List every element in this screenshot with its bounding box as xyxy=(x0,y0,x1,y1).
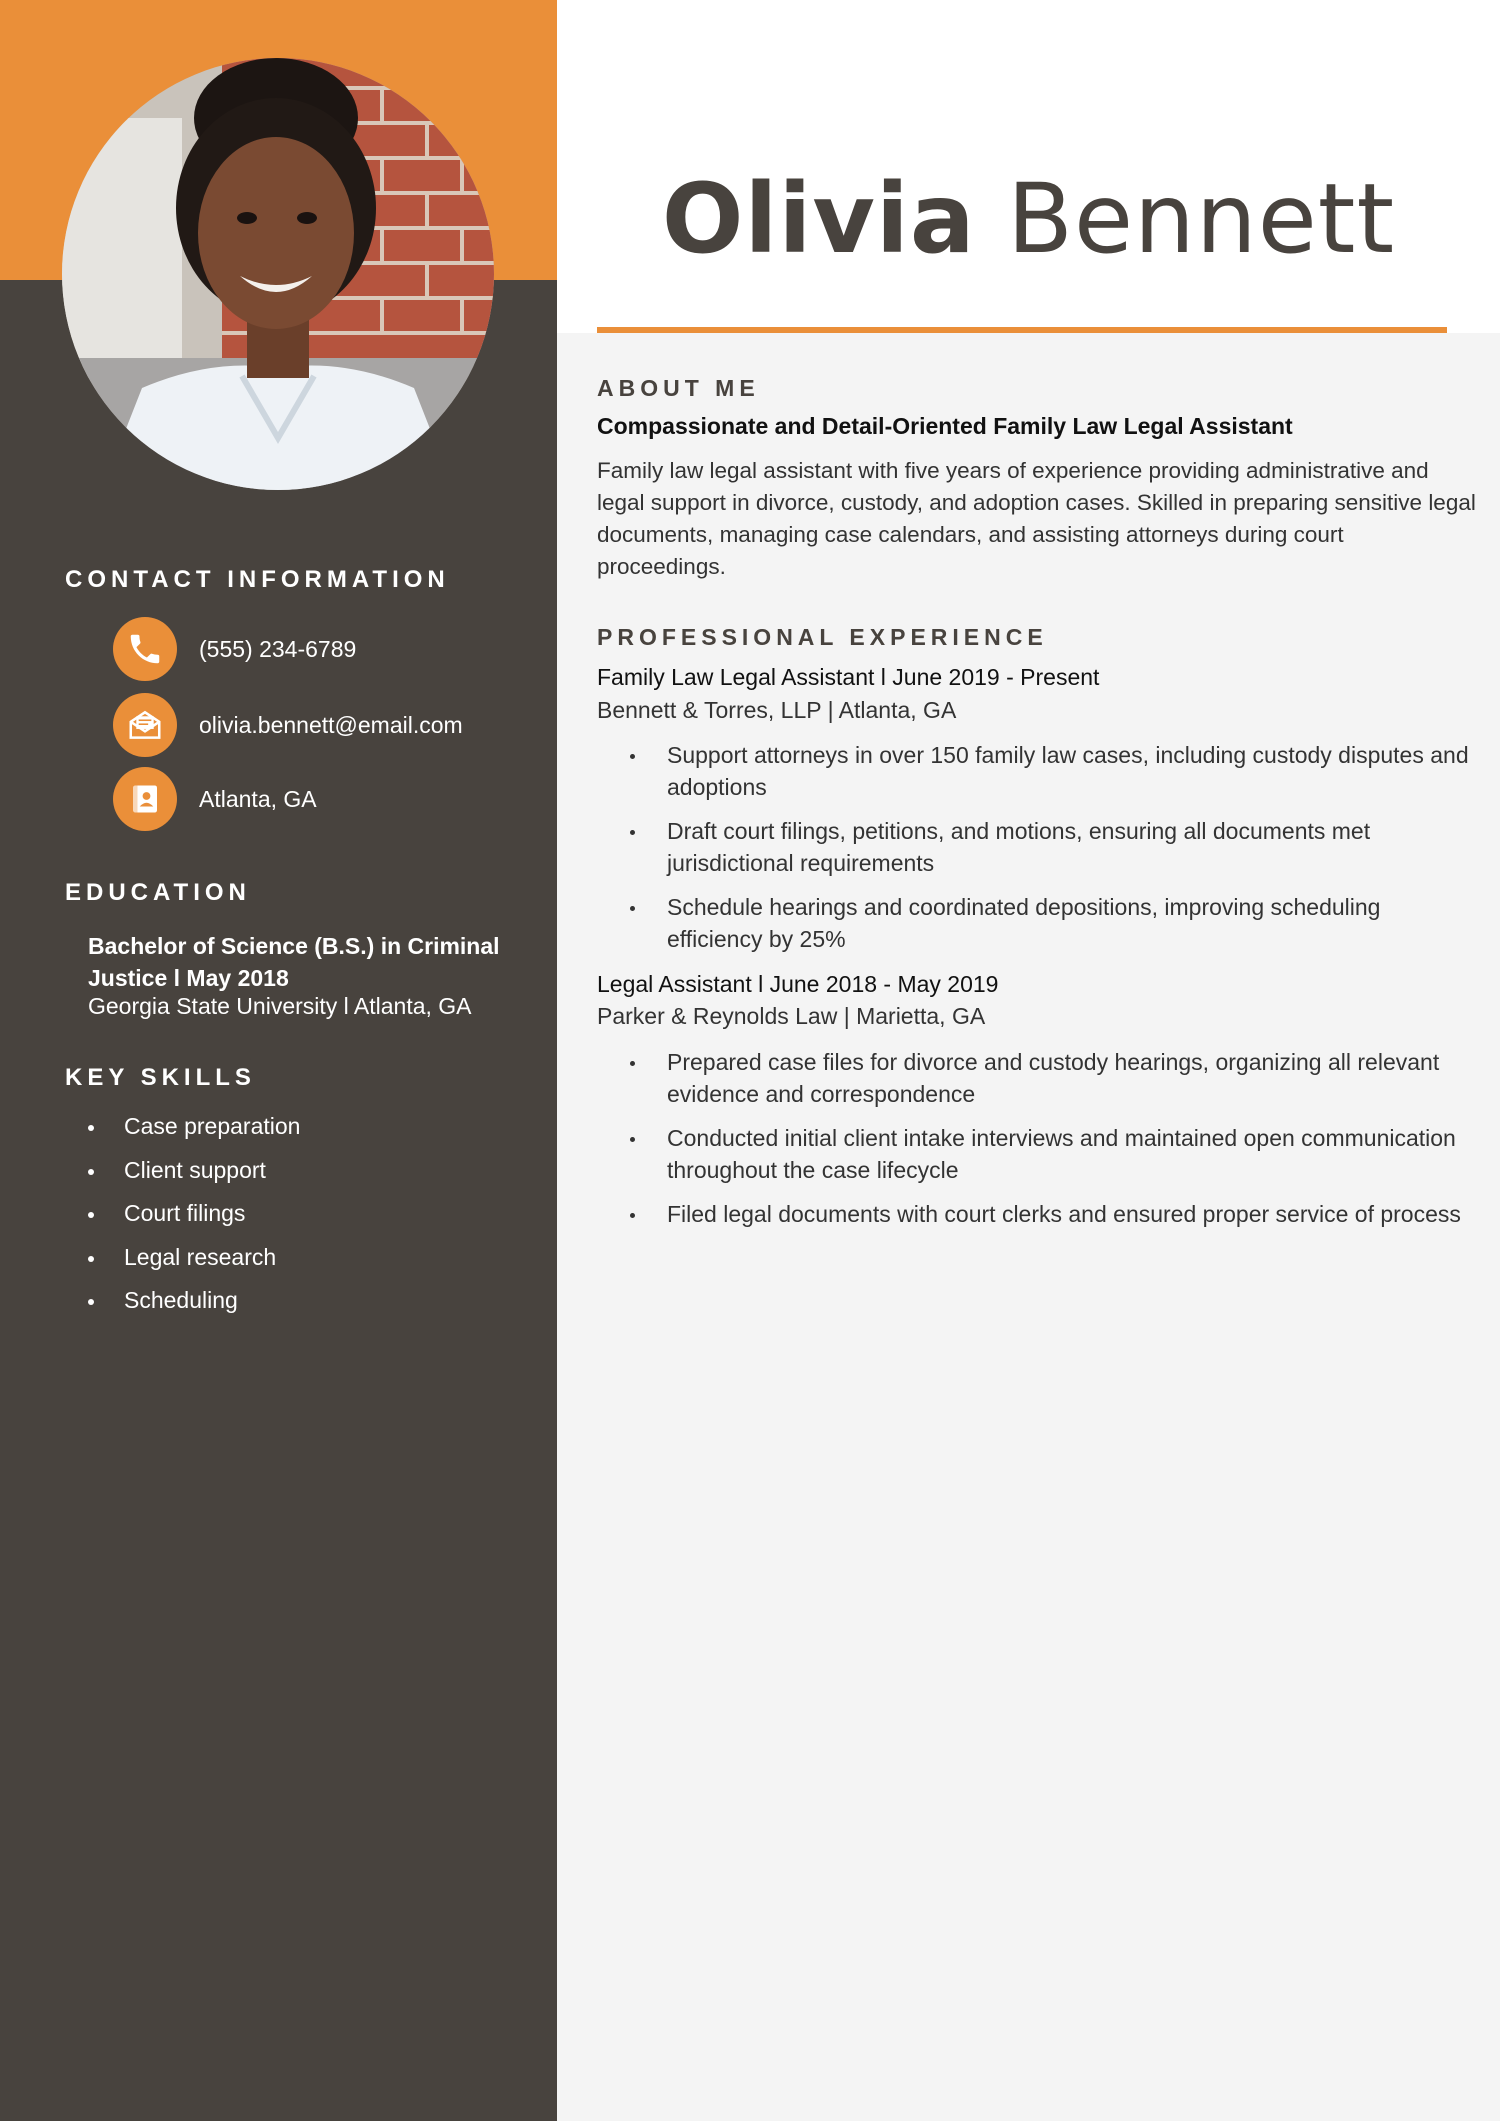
job-bullet: Support attorneys in over 150 family law cases, including custody disputes and adoptions xyxy=(628,739,1478,803)
job-bullets xyxy=(628,739,1478,967)
experience-heading: PROFESSIONAL EXPERIENCE xyxy=(597,624,1048,650)
about-heading: ABOUT ME xyxy=(597,375,760,401)
skill-item: Scheduling xyxy=(88,1287,300,1331)
education-degree: Bachelor of Science (B.S.) in Criminal Justice l May 2018 xyxy=(88,933,500,991)
job-title: Family Law Legal Assistant l June 2019 - Present xyxy=(597,664,1100,690)
last-name: Bennett xyxy=(1007,163,1396,275)
job-bullet: Schedule hearings and coordinated depositions, improving scheduling efficiency by 25% xyxy=(628,891,1478,955)
address-book-icon xyxy=(113,767,177,831)
job-title: Legal Assistant l June 2018 - May 2019 xyxy=(597,971,999,997)
skill-item: Legal research xyxy=(88,1244,300,1288)
about-subtitle: Compassionate and Detail-Oriented Family Law Legal Assistant xyxy=(597,413,1293,439)
skill-item: Case preparation xyxy=(88,1113,300,1157)
job-bullet: Filed legal documents with court clerks and ensured proper service of process xyxy=(628,1198,1478,1230)
job-bullet: Draft court filings, petitions, and motions, ensuring all documents met jurisdictional requirements xyxy=(628,815,1478,879)
header-divider xyxy=(597,327,1447,333)
first-name: Olivia xyxy=(661,163,976,275)
job-bullet: Prepared case files for divorce and custody hearings, organizing all relevant evidence and correspondence xyxy=(628,1046,1478,1110)
skill-item: Court filings xyxy=(88,1200,300,1244)
location: Atlanta, GA xyxy=(199,785,317,812)
contact-phone xyxy=(113,617,356,681)
phone-number: (555) 234-6789 xyxy=(199,635,357,662)
education-school: Georgia State University l Atlanta, GA xyxy=(88,993,472,1019)
job-bullet: Conducted initial client intake interviews and maintained open communication throughout the case lifecycle xyxy=(628,1122,1478,1186)
contact-heading: CONTACT INFORMATION xyxy=(65,566,450,593)
profile-photo xyxy=(62,58,494,490)
job-bullets xyxy=(628,1046,1478,1242)
contact-email xyxy=(113,693,463,757)
skills-list xyxy=(88,1113,300,1331)
contact-location xyxy=(113,767,317,831)
candidate-name xyxy=(557,163,1500,275)
phone-icon xyxy=(113,617,177,681)
job-company: Bennett & Torres, LLP | Atlanta, GA xyxy=(597,697,957,723)
skill-item: Client support xyxy=(88,1157,300,1201)
about-body: Family law legal assistant with five years of experience providing administrative and legal support in divorce, custody, and adoption cases. Skilled in preparing sensitive legal documents, managing case calendars, and assisting attorneys during court proceedings. xyxy=(597,458,1476,579)
email-address: olivia.bennett@email.com xyxy=(199,711,463,738)
education-heading: EDUCATION xyxy=(65,879,251,906)
email-icon xyxy=(113,693,177,757)
skills-heading: KEY SKILLS xyxy=(65,1064,256,1091)
job-company: Parker & Reynolds Law | Marietta, GA xyxy=(597,1003,986,1029)
